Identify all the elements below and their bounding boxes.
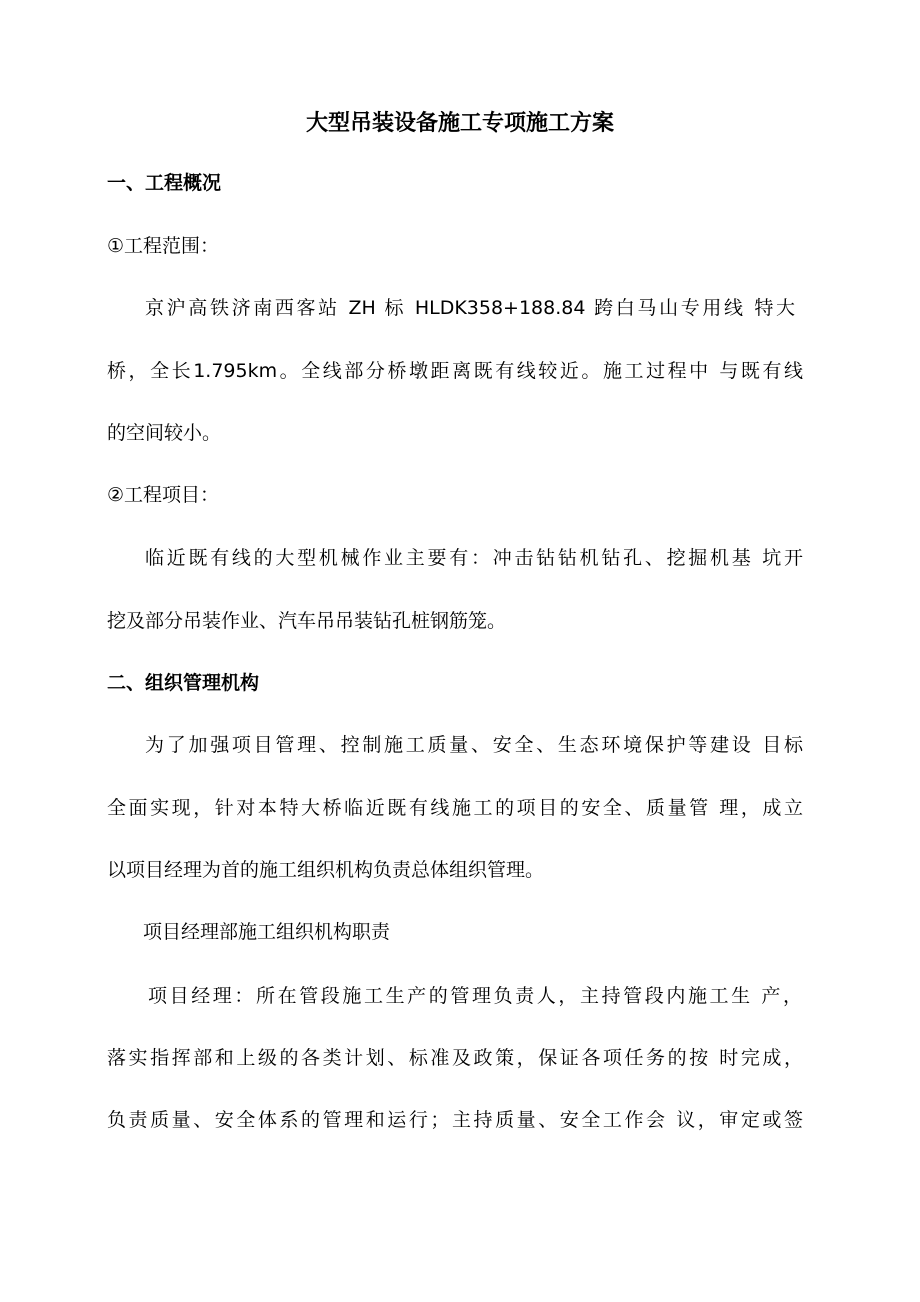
paragraph-line: 负责质量、安全体系的管理和运行；主持质量、安全工作会 议，审定或签 — [107, 1109, 803, 1131]
paragraph-line: 京沪高铁济南西客站 ZH 标 HLDK358+188.84 跨白马山专用线 特大 — [145, 297, 795, 319]
paragraph-line: 为了加强项目管理、控制施工质量、安全、生态环境保护等建设 目标 — [145, 734, 803, 756]
paragraph-line: 挖及部分吊装作业、汽车吊吊装钻孔桩钢筋笼。 — [107, 610, 507, 632]
section-heading-organization: 二、组织管理机构 — [107, 672, 260, 694]
document-title: 大型吊装设备施工专项施工方案 — [305, 111, 614, 136]
paragraph-line: 项目经理：所在管段施工生产的管理负责人，主持管段内施工生 产， — [148, 985, 802, 1007]
paragraph-line: 临近既有线的大型机械作业主要有：冲击钻钻机钻孔、挖掘机基 坑开 — [145, 547, 803, 569]
paragraph-line: 的空间较小。 — [107, 422, 222, 444]
paragraph-line: 桥，全长1.795km。全线部分桥墩距离既有线较近。施工过程中 与既有线 — [107, 360, 803, 382]
paragraph-line: 以项目经理为首的施工组织机构负责总体组织管理。 — [107, 859, 545, 881]
item-label-scope: ①工程范围： — [107, 235, 220, 257]
section-heading-overview: 一、工程概况 — [107, 172, 222, 194]
paragraph-line: 落实指挥部和上级的各类计划、标准及政策，保证各项任务的按 时完成， — [107, 1047, 803, 1069]
item-label-projects: ②工程项目： — [107, 484, 220, 506]
subheading-responsibilities: 项目经理部施工组织机构职责 — [143, 921, 391, 943]
paragraph-line: 全面实现，针对本特大桥临近既有线施工的项目的安全、质量管 理，成立 — [107, 797, 803, 819]
